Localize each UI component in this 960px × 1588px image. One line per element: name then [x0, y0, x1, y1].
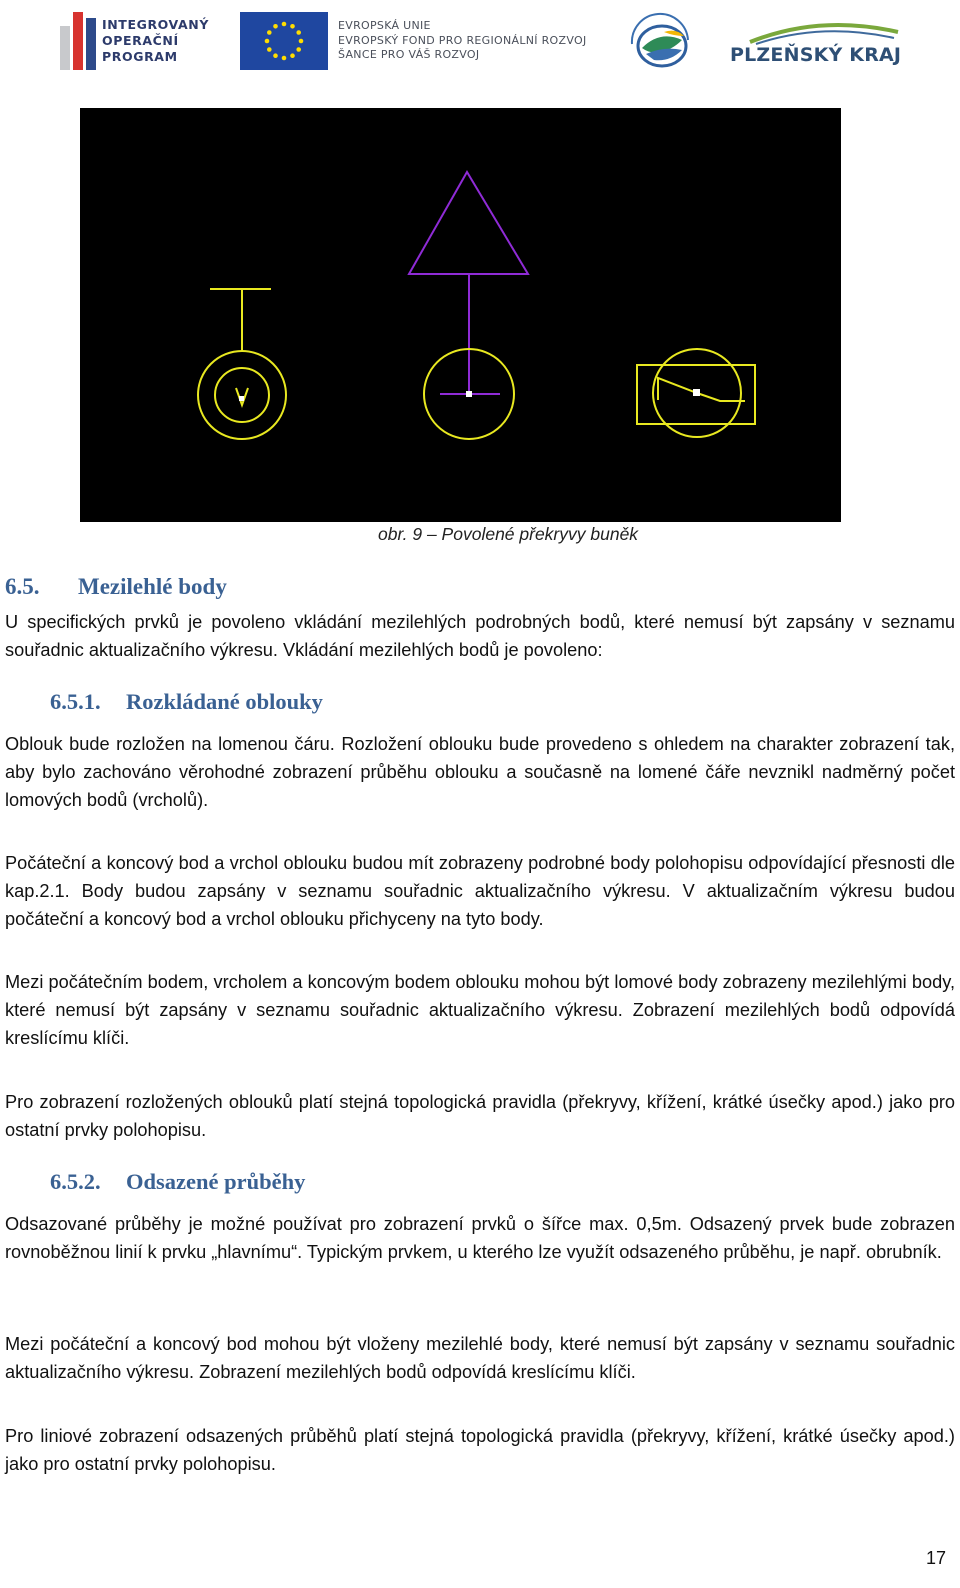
figure-cell-overlaps — [80, 108, 841, 522]
section-number: 6.5. — [5, 574, 40, 599]
plzensky-kraj-arc-icon — [730, 18, 910, 46]
mmr-logo-icon — [620, 10, 700, 74]
left-inner-circle — [215, 368, 269, 422]
middle-point-marker — [466, 391, 472, 397]
section-heading — [5, 574, 227, 600]
paragraph-offset-1: Odsazované průběhy je možné používat pro zobrazení prvků o šířce max. 0,5m. Odsazený prvek bude zobrazen rovnoběžnou linií k prvku „hlavnímu“. Typickým prvkem, u kterého lze využít odsazeného průběhu, je např. obrubník. — [5, 1214, 955, 1262]
subsection-number: 6.5.2. — [50, 1169, 101, 1194]
figure-caption: obr. 9 – Povolené překryvy buněk — [378, 524, 639, 544]
subsection-title: Rozkládané oblouky — [126, 689, 323, 714]
mmr-logo — [620, 10, 700, 74]
iop-logo — [60, 12, 209, 70]
section-title: Mezilehlé body — [78, 574, 227, 599]
subsection-title: Odsazené průběhy — [126, 1169, 306, 1194]
figure-drawing — [80, 108, 841, 522]
symbol-left — [198, 289, 286, 439]
paragraph-offset-2: Mezi počáteční a koncový bod mohou být vloženy mezilehlé body, které nemusí být zapsány v seznamu souřadnic aktualizačního výkresu. Zobrazení mezilehlých bodů odpovídá kreslícímu klíči. — [5, 1334, 955, 1382]
left-point-marker — [239, 396, 244, 401]
paragraph-arc-4: Pro zobrazení rozložených oblouků platí stejná topologická pravidla (překryvy, křížení, krátké úsečky apod.) jako pro ostatní prvky polohopisu. — [5, 1092, 955, 1140]
paragraph-arc-2: Počáteční a koncový bod a vrchol oblouku budou mít zobrazeny podrobné body polohopisu odpovídající přesnosti dle kap.2.1. Body budou zapsány v seznamu souřadnic aktualizačního výkresu. V aktualizačním výkresu budou počáteční a koncový bod a vrchol oblouku přichyceny na tyto body. — [5, 853, 955, 929]
symbol-middle — [409, 172, 528, 394]
right-point-marker — [693, 389, 700, 396]
subsection-heading-2 — [50, 1169, 305, 1195]
iop-logo-bars — [60, 12, 96, 70]
paragraph-arc-3: Mezi počátečním bodem, vrcholem a koncovým bodem oblouku mohou být lomové body zobrazeny mezilehlými body, které nemusí být zapsány v seznamu souřadnic aktualizačního výkresu. Zobrazení mezilehlých bodů odpovídá kreslícímu klíči. — [5, 972, 955, 1048]
left-outer-circle — [198, 351, 286, 439]
plzensky-kraj-logo — [730, 18, 910, 72]
page-header — [0, 0, 960, 86]
subsection-number: 6.5.1. — [50, 689, 101, 714]
paragraph-arc-1: Oblouk bude rozložen na lomenou čáru. Rozložení oblouku bude provedeno s ohledem na charakter zobrazení tak, aby bylo zachováno věrohodné zobrazení průběhu oblouku a současně na lomené čáře nevznikl nadměrný počet lomových bodů (vrcholů). — [5, 734, 955, 810]
middle-triangle — [409, 172, 528, 274]
subsection-heading-1 — [50, 689, 323, 715]
eu-logo — [240, 12, 586, 70]
right-polyline — [658, 378, 745, 401]
page-number: 17 — [925, 1548, 946, 1568]
paragraph-intro: U specifických prvků je povoleno vkládání mezilehlých podrobných bodů, které nemusí být zapsány v seznamu souřadnic aktualizačního výkresu. Vkládání mezilehlých bodů je povoleno: — [5, 612, 955, 660]
iop-logo-text: INTEGROVANÝ OPERAČNÍ PROGRAM — [102, 17, 209, 64]
paragraph-offset-3: Pro liniové zobrazení odsazených průběhů platí stejná topologická pravidla (překryvy, křížení, krátké úsečky apod.) jako pro ostatní prvky polohopisu. — [5, 1426, 955, 1474]
eu-logo-text: EVROPSKÁ UNIE EVROPSKÝ FOND PRO REGIONÁLNÍ ROZVOJ ŠANCE PRO VÁŠ ROZVOJ — [338, 19, 587, 62]
eu-flag-icon — [240, 12, 328, 70]
plzensky-kraj-text: PLZEŇSKÝ KRAJ — [730, 44, 902, 66]
